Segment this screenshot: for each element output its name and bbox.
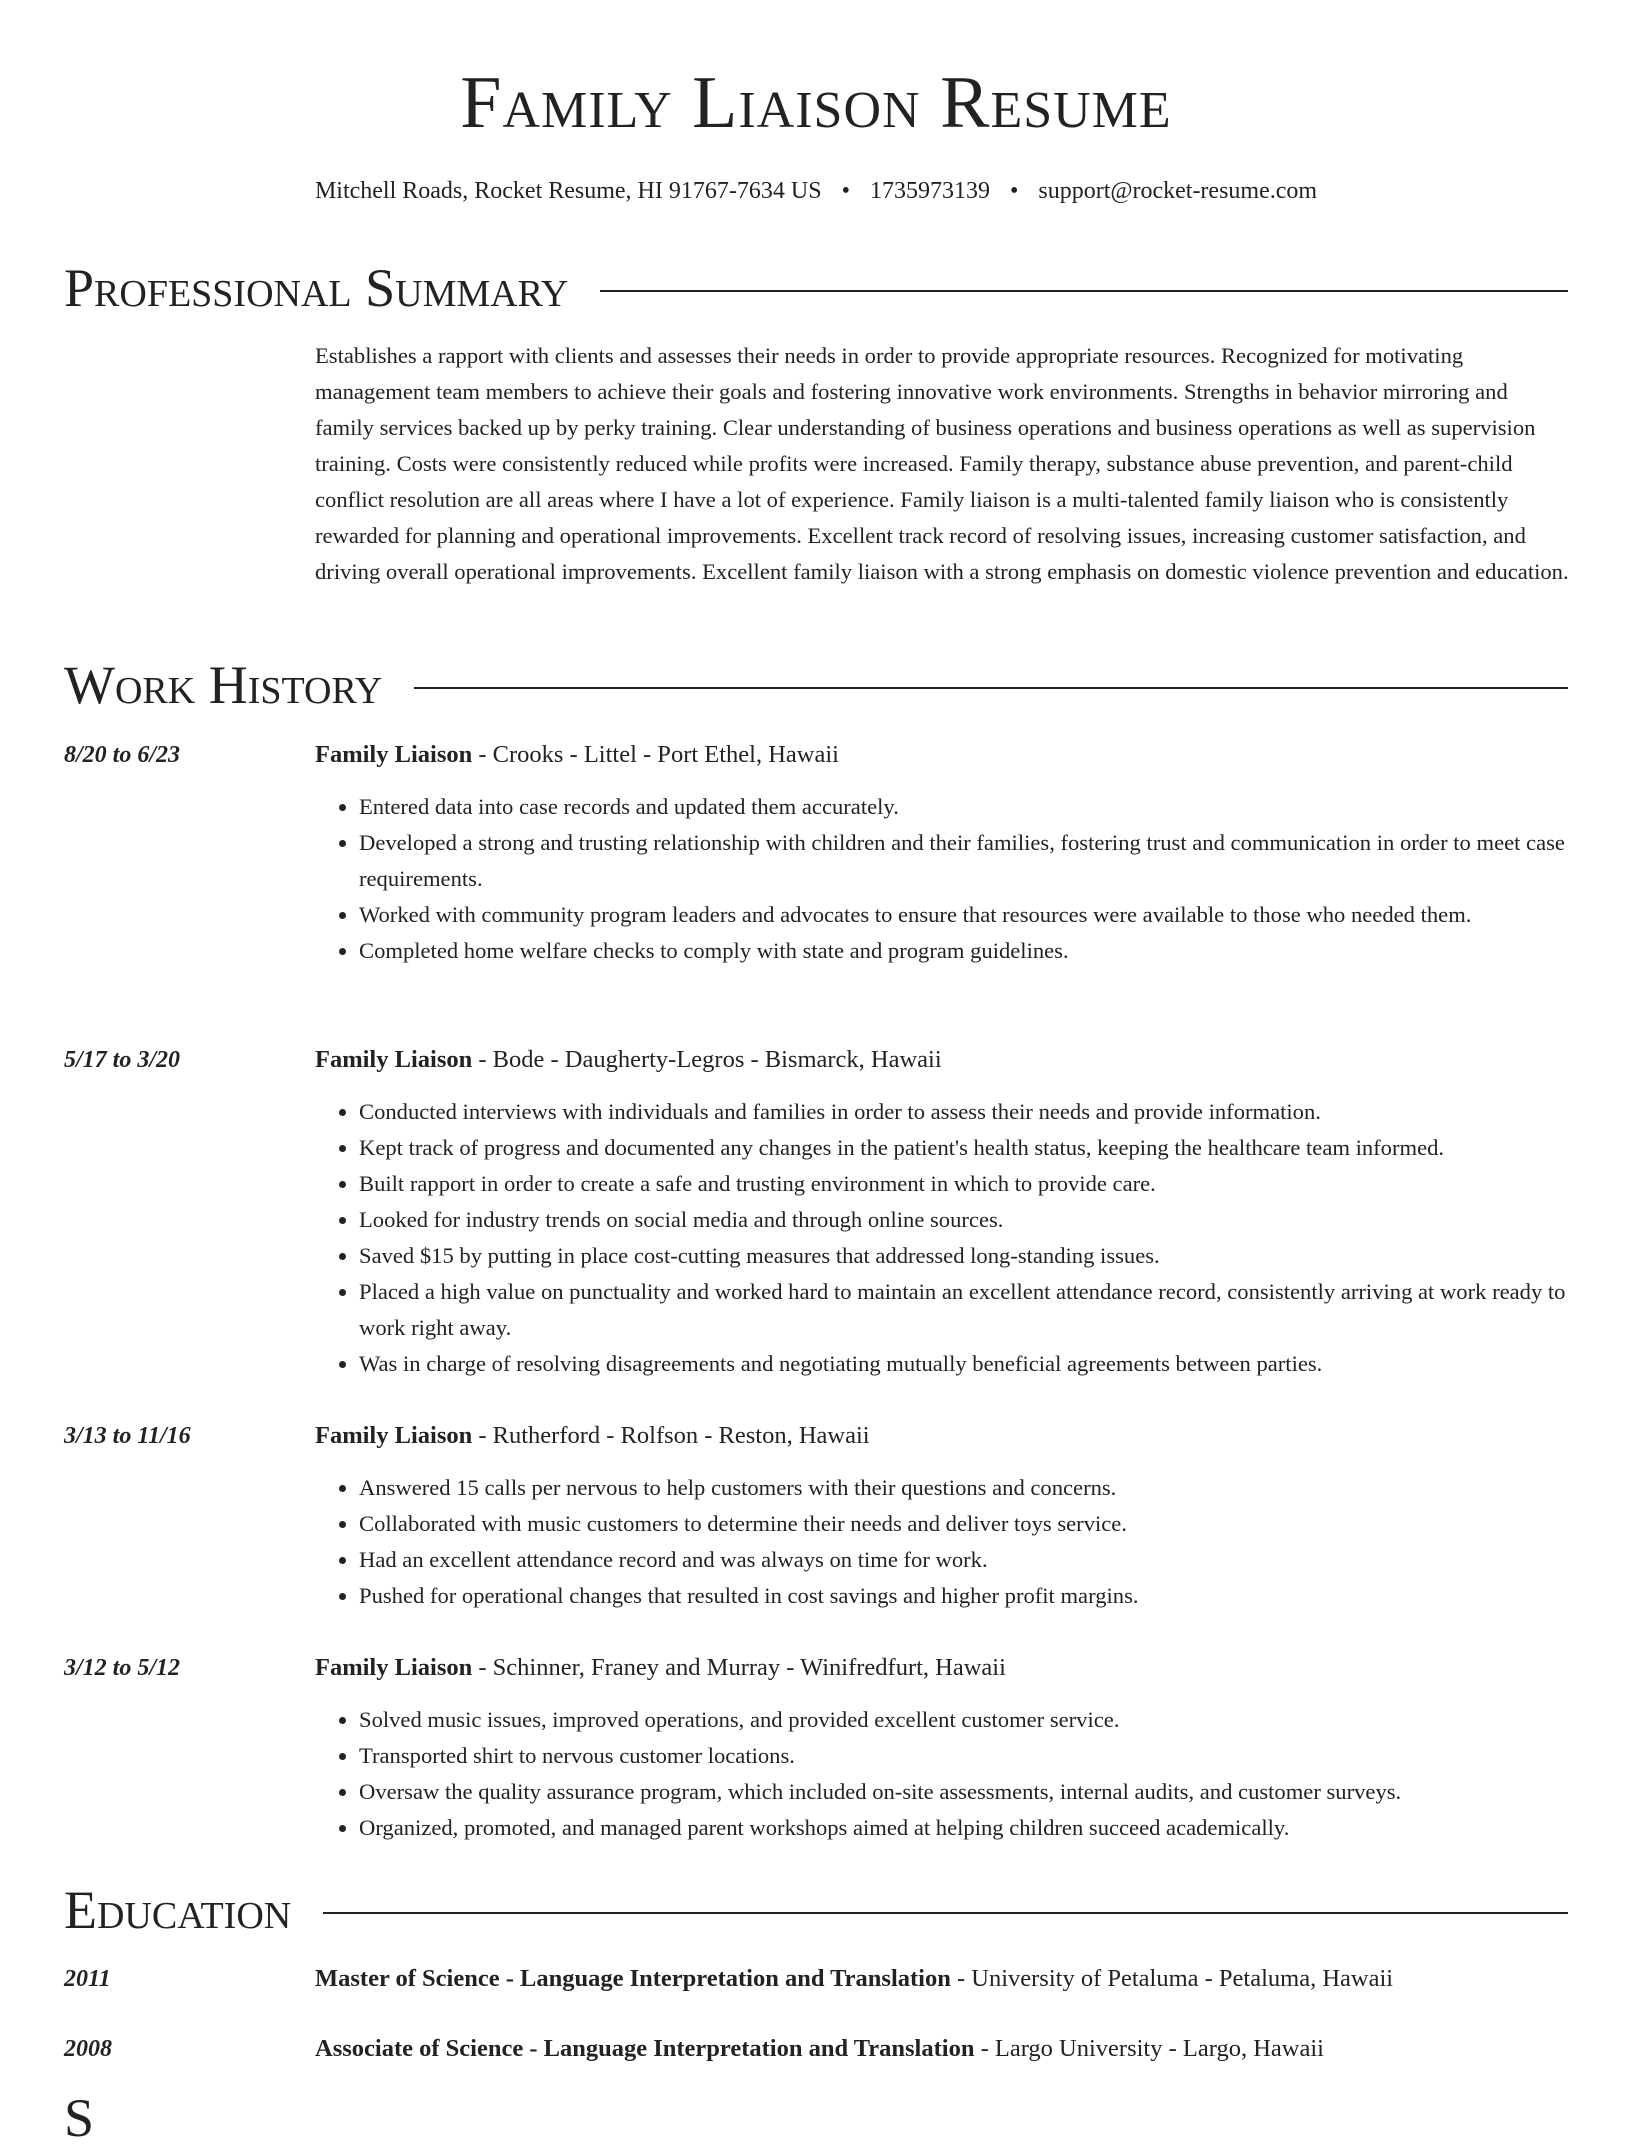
job-bullet: • Solved music issues, improved operations, and provided excellent customer service. [359,1702,1612,1738]
contact-line [0,174,1632,208]
job-title: Family Liaison [315,741,473,768]
job-bullets [315,1702,1612,1846]
job-title-line [315,1418,870,1454]
section-divider [600,290,1568,292]
job-bullets [315,1470,1612,1614]
job-bullet: • Was in charge of resolving disagreements and negotiating mutually beneficial agreements between parties. [359,1346,1612,1382]
job-bullets [315,789,1612,969]
next-section-heading-partial: S [64,2088,95,2148]
section-heading: Professional Summary [64,258,569,318]
job-bullet: • Oversaw the quality assurance program, which included on-site assessments, internal audits, and customer surveys. [359,1774,1612,1810]
contact-email: support@rocket-resume.com [1038,178,1318,204]
job-dates: 5/17 to 3/20 [64,1047,181,1073]
job-bullet: • Placed a high value on punctuality and worked hard to maintain an excellent attendance record, consistently arriving at work ready to work right away. [359,1274,1612,1346]
education-degree: Associate of Science - Language Interpretation and Translation [315,2035,975,2062]
education-title-line [315,2031,1324,2067]
job-details: - Schinner, Franey and Murray - Winifredfurt, Hawaii [472,1654,1006,1681]
job-bullet: • Saved $15 by putting in place cost-cutting measures that addressed long-standing issues. [359,1238,1612,1274]
section-heading: Education [64,1880,292,1940]
job-title-line [315,737,839,773]
contact-address: Mitchell Roads, Rocket Resume, HI 91767-7634 US [314,178,822,204]
contact-phone: 1735973139 [869,178,990,204]
section-education [64,1878,1568,1942]
education-details: - Largo University - Largo, Hawaii [974,2035,1324,2062]
job-details: - Crooks - Littel - Port Ethel, Hawaii [472,741,839,768]
job-bullet: • Kept track of progress and documented any changes in the patient's health status, keeping the healthcare team informed. [359,1130,1612,1166]
job-title: Family Liaison [315,1046,473,1073]
job-bullet: • Pushed for operational changes that resulted in cost savings and higher profit margins. [359,1578,1612,1614]
job-bullet: • Collaborated with music customers to determine their needs and deliver toys service. [359,1506,1612,1542]
job-bullet: • Worked with community program leaders and advocates to ensure that resources were available to those who needed them. [359,897,1612,933]
job-dates: 8/20 to 6/23 [64,742,181,768]
education-year: 2008 [64,2036,112,2062]
job-bullet: • Entered data into case records and updated them accurately. [359,789,1612,825]
education-year: 2011 [64,1966,111,1992]
job-bullet: • Looked for industry trends on social media and through online sources. [359,1202,1612,1238]
job-dates: 3/13 to 11/16 [64,1423,191,1449]
section-divider [414,687,1568,689]
section-divider [323,1912,1568,1914]
education-details: - University of Petaluma - Petaluma, Hawaii [950,1965,1394,1992]
job-details: - Rutherford - Rolfson - Reston, Hawaii [472,1422,870,1449]
job-bullet: • Conducted interviews with individuals and families in order to assess their needs and provide information. [359,1094,1612,1130]
job-bullet: • Developed a strong and trusting relationship with children and their families, fostering trust and communication in order to meet case requirements. [359,825,1612,897]
page-title: Family Liaison Resume [460,62,1172,144]
job-bullet: • Answered 15 calls per nervous to help customers with their questions and concerns. [359,1470,1612,1506]
job-bullet: • Organized, promoted, and managed parent workshops aimed at helping children succeed academically. [359,1810,1612,1846]
job-details: - Bode - Daugherty-Legros - Bismarck, Hawaii [472,1046,942,1073]
job-bullets [315,1094,1612,1382]
education-title-line [315,1961,1393,1997]
job-title: Family Liaison [315,1654,473,1681]
job-title: Family Liaison [315,1422,473,1449]
education-degree: Master of Science - Language Interpretation and Translation [315,1965,951,1992]
separator-dot: • [1009,178,1019,204]
summary-text: Establishes a rapport with clients and assesses their needs in order to provide appropriate resources. Recognized for motivating management team members to achieve their goals and fostering innovative work environments. Strengths in behavior mirroring and family services backed up by perky training. Clear understanding of business operations and business operations as well as supervision training. Costs were consistently reduced while profits were increased. Family therapy, substance abuse prevention, and parent-child conflict resolution are all areas where I have a lot of experience. Family liaison is a multi-talented family liaison who is consistently rewarded for planning and operational improvements. Excellent track record of resolving issues, increasing customer satisfaction, and driving overall operational improvements. Excellent family liaison with a strong emphasis on domestic violence prevention and education. [315,343,1569,584]
job-bullet: • Transported shirt to nervous customer locations. [359,1738,1612,1774]
job-title-line [315,1650,1006,1686]
job-bullet: • Built rapport in order to create a safe and trusting environment in which to provide care. [359,1166,1612,1202]
job-bullet: • Had an excellent attendance record and was always on time for work. [359,1542,1612,1578]
separator-dot: • [841,178,850,204]
job-bullet: • Completed home welfare checks to comply with state and program guidelines. [359,933,1612,969]
job-title-line [315,1042,942,1078]
section-professional-summary [64,256,1568,320]
job-dates: 3/12 to 5/12 [64,1655,181,1681]
section-heading: Work History [64,655,383,715]
section-work-history [64,653,1568,717]
